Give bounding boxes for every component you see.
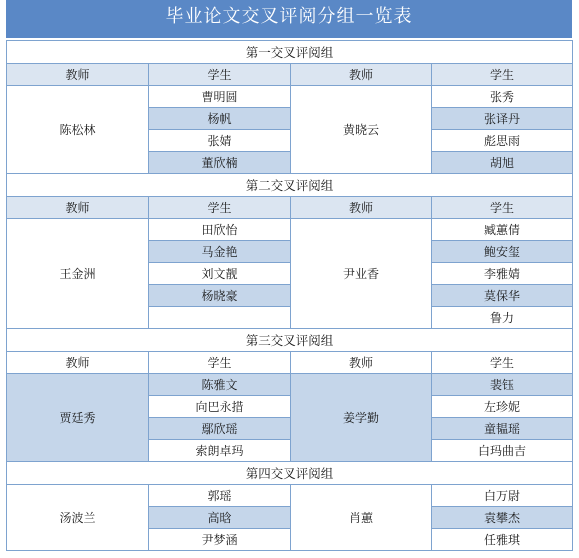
student-cell: 左珍妮 (432, 396, 573, 418)
teacher-cell: 肖蕙 (291, 485, 432, 551)
header-teacher: 教师 (291, 352, 432, 374)
student-cell: 白万尉 (432, 485, 573, 507)
header-teacher: 教师 (7, 197, 149, 219)
student-cell: 白玛曲吉 (432, 440, 573, 462)
header-teacher: 教师 (291, 64, 432, 86)
teacher-cell: 王金洲 (7, 219, 149, 329)
header-teacher: 教师 (7, 352, 149, 374)
student-cell (149, 307, 291, 329)
student-cell: 李雅婧 (432, 263, 573, 285)
student-cell: 彪思雨 (432, 130, 573, 152)
student-cell: 童韫瑶 (432, 418, 573, 440)
teacher-cell: 姜学勤 (291, 374, 432, 462)
student-cell: 张婧 (149, 130, 291, 152)
student-cell: 张译丹 (432, 108, 573, 130)
page-title: 毕业论文交叉评阅分组一览表 (6, 0, 572, 38)
group-title: 第二交叉评阅组 (7, 174, 573, 197)
student-cell: 臧蕙倩 (432, 219, 573, 241)
header-row (7, 64, 573, 86)
student-cell: 曹明圆 (149, 86, 291, 108)
group-row (7, 174, 573, 197)
student-cell: 鲍安玺 (432, 241, 573, 263)
student-cell: 陈雅文 (149, 374, 291, 396)
header-row (7, 197, 573, 219)
teacher-cell: 汤波兰 (7, 485, 149, 551)
student-cell: 郭瑶 (149, 485, 291, 507)
student-cell: 任雅琪 (432, 529, 573, 551)
student-cell: 杨晓豪 (149, 285, 291, 307)
student-cell: 鲁力 (432, 307, 573, 329)
teacher-cell: 尹业香 (291, 219, 432, 329)
header-student: 学生 (149, 197, 291, 219)
student-cell: 马金艳 (149, 241, 291, 263)
student-cell: 尹梦涵 (149, 529, 291, 551)
student-cell: 莫保华 (432, 285, 573, 307)
student-cell: 索朗卓玛 (149, 440, 291, 462)
student-cell: 鄢欣瑶 (149, 418, 291, 440)
header-row (7, 352, 573, 374)
table-row (7, 485, 573, 507)
table-row (7, 86, 573, 108)
student-cell: 田欣怡 (149, 219, 291, 241)
group-row (7, 462, 573, 485)
header-student: 学生 (432, 64, 573, 86)
teacher-cell: 陈松林 (7, 86, 149, 174)
group-row (7, 41, 573, 64)
header-student: 学生 (149, 64, 291, 86)
group-title: 第一交叉评阅组 (7, 41, 573, 64)
teacher-cell: 黄晓云 (291, 86, 432, 174)
student-cell: 董欣楠 (149, 152, 291, 174)
group-row (7, 329, 573, 352)
student-cell: 张秀 (432, 86, 573, 108)
header-teacher: 教师 (291, 197, 432, 219)
grouping-table (6, 40, 573, 551)
student-cell: 刘文靓 (149, 263, 291, 285)
header-student: 学生 (432, 197, 573, 219)
table-row (7, 219, 573, 241)
student-cell: 高晗 (149, 507, 291, 529)
student-cell: 杨帆 (149, 108, 291, 130)
student-cell: 胡旭 (432, 152, 573, 174)
header-student: 学生 (432, 352, 573, 374)
teacher-cell: 贾廷秀 (7, 374, 149, 462)
student-cell: 袁攀杰 (432, 507, 573, 529)
header-teacher: 教师 (7, 64, 149, 86)
table-row (7, 374, 573, 396)
student-cell: 向巴永措 (149, 396, 291, 418)
group-title: 第四交叉评阅组 (7, 462, 573, 485)
header-student: 学生 (149, 352, 291, 374)
student-cell: 裴钰 (432, 374, 573, 396)
group-title: 第三交叉评阅组 (7, 329, 573, 352)
